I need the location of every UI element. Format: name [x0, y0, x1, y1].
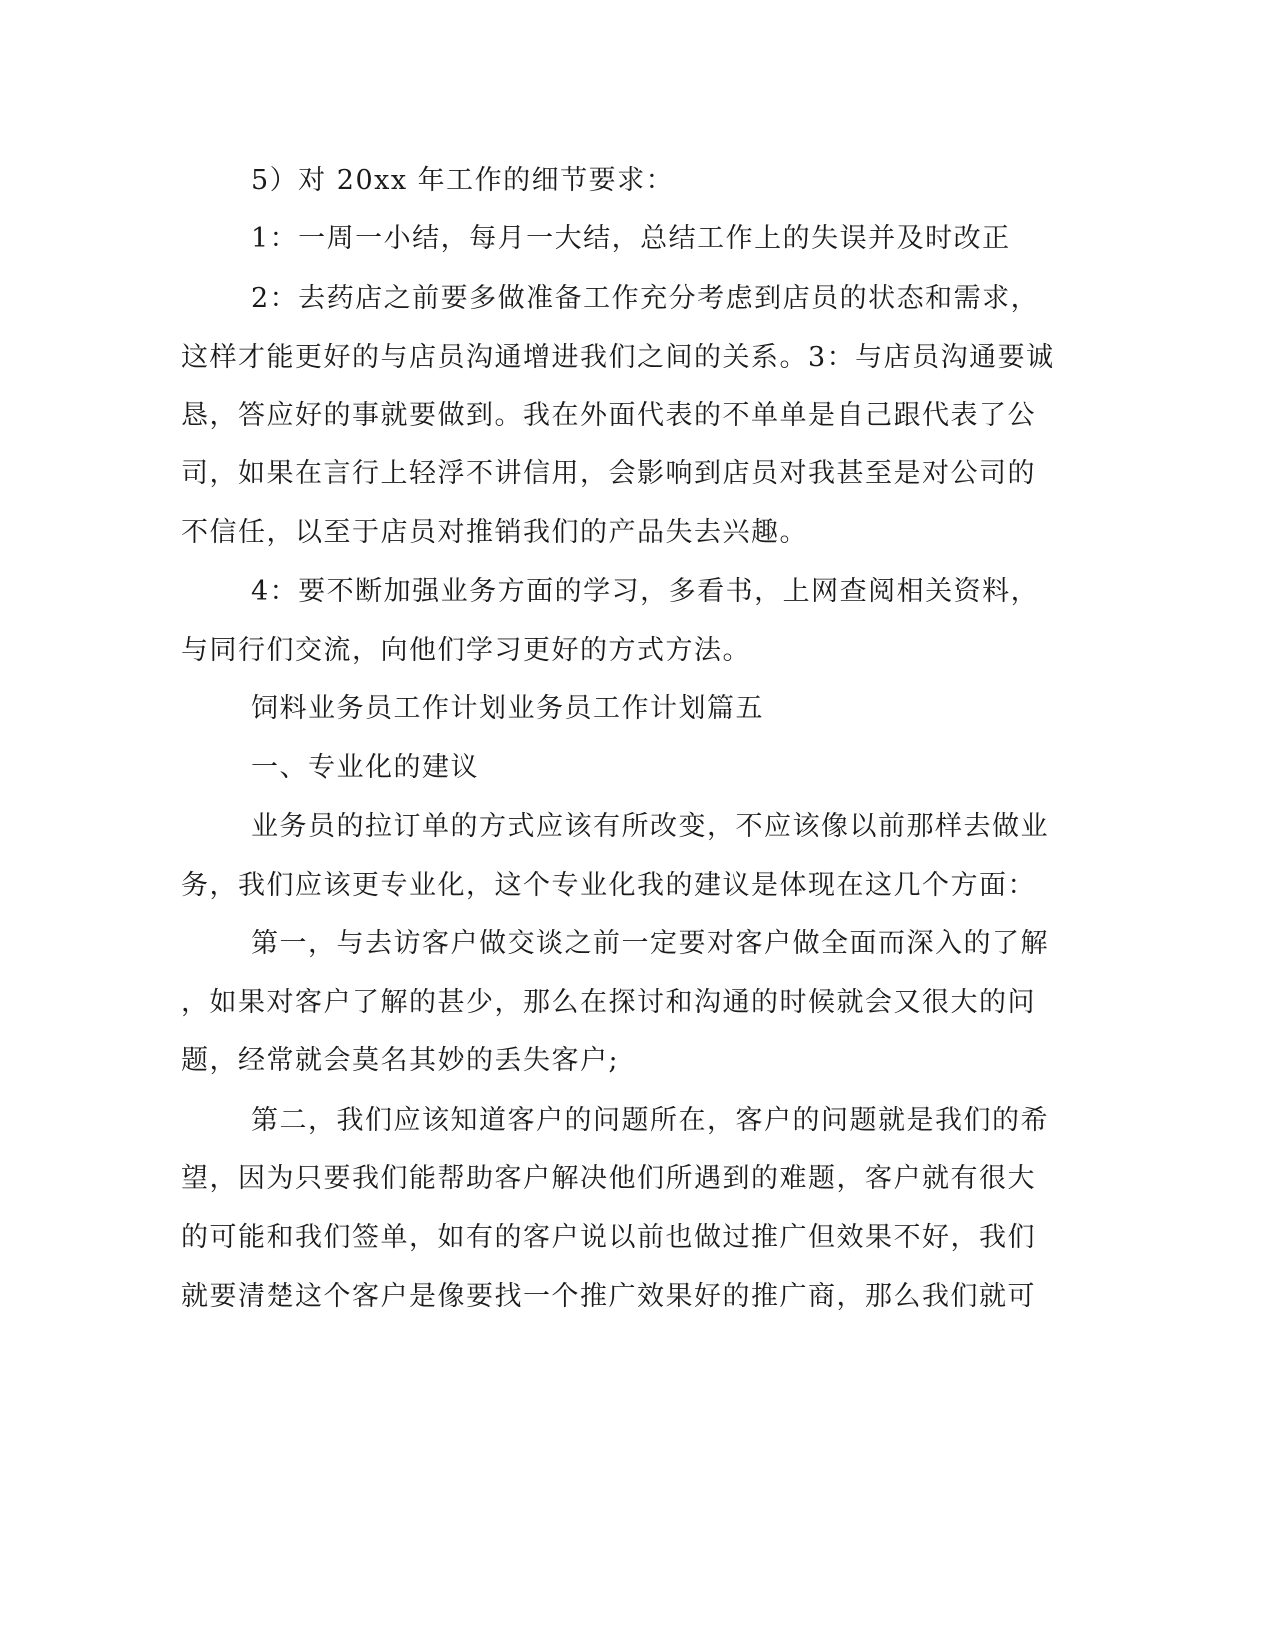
text-line: 4：要不断加强业务方面的学习，多看书，上网查阅相关资料，	[251, 576, 1040, 607]
text-line: 第二，我们应该知道客户的问题所在，客户的问题就是我们的希	[251, 1105, 1049, 1136]
text-line: 恳，答应好的事就要做到。我在外面代表的不单单是自己跟代表了公	[181, 400, 1036, 431]
text-line: 第一，与去访客户做交谈之前一定要对客户做全面而深入的了解	[251, 928, 1049, 959]
text-line: 不信任，以至于店员对推销我们的产品失去兴趣。	[181, 517, 808, 548]
text-line: ，如果对客户了解的甚少，那么在探讨和沟通的时候就会又很大的问	[181, 987, 1036, 1018]
text-line: 1：一周一小结，每月一大结，总结工作上的失误并及时改正	[251, 223, 1011, 254]
text-line: 务，我们应该更专业化，这个专业化我的建议是体现在这几个方面：	[181, 870, 1036, 901]
text-line: 的可能和我们签单，如有的客户说以前也做过推广但效果不好，我们	[181, 1222, 1036, 1253]
text-line: 就要清楚这个客户是像要找一个推广效果好的推广商，那么我们就可	[181, 1281, 1036, 1312]
text-line: 题，经常就会莫名其妙的丢失客户;	[181, 1045, 620, 1076]
subsection-heading: 一、专业化的建议	[251, 752, 479, 783]
text-line: 5）对 20xx 年工作的细节要求：	[251, 165, 675, 196]
section-heading: 饲料业务员工作计划业务员工作计划篇五	[251, 693, 764, 724]
text-line: 望，因为只要我们能帮助客户解决他们所遇到的难题，客户就有很大	[181, 1163, 1036, 1194]
text-line: 2：去药店之前要多做准备工作充分考虑到店员的状态和需求，	[251, 283, 1040, 314]
text-line: 这样才能更好的与店员沟通增进我们之间的关系。3：与店员沟通要诚	[181, 342, 1055, 373]
text-line: 业务员的拉订单的方式应该有所改变，不应该像以前那样去做业	[251, 811, 1049, 842]
text-line: 司，如果在言行上轻浮不讲信用，会影响到店员对我甚至是对公司的	[181, 458, 1036, 489]
text-line: 与同行们交流，向他们学习更好的方式方法。	[181, 635, 751, 666]
